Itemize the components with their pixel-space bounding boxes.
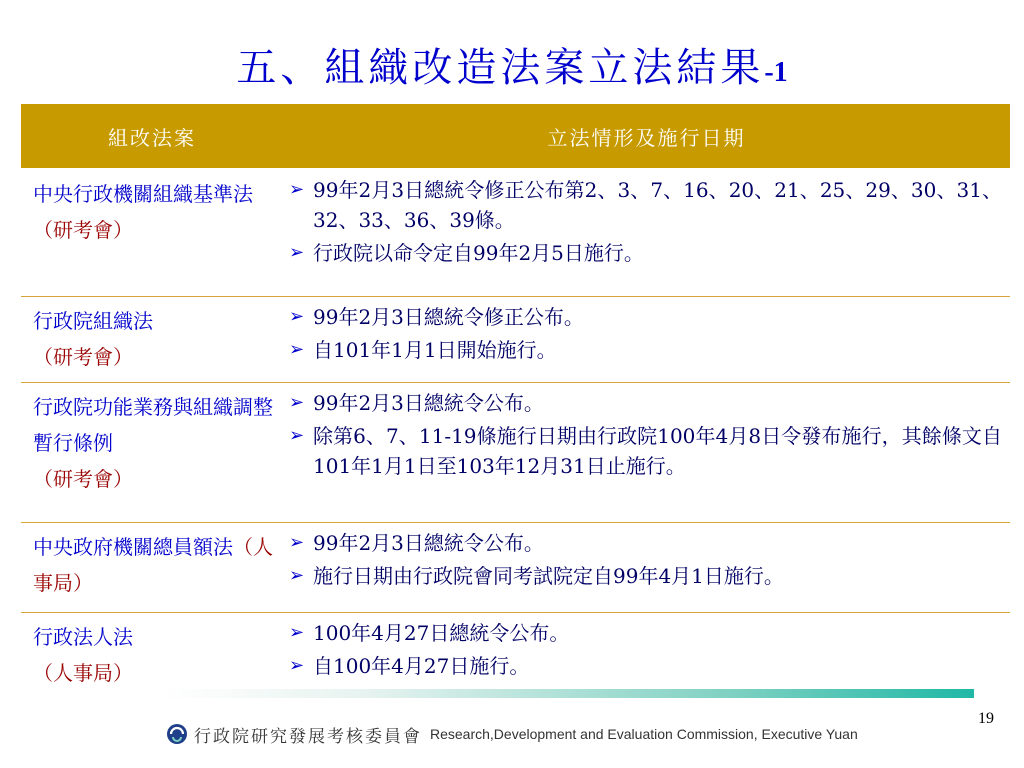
header-law: 組改法案 <box>21 104 283 169</box>
list-item-text: 除第6、7、11-19條施行日期由行政院100年4月8日令發布施行，其餘條文自101年1月1日至103年12月31日止施行。 <box>313 423 1002 478</box>
law-name: 中央行政機關組織基準法 <box>33 182 253 206</box>
list-item <box>287 421 1002 481</box>
list-item-text: 行政院以命令定自99年2月5日施行。 <box>313 241 644 265</box>
law-cell <box>21 382 283 522</box>
slide-title-text: 五、組織改造法案立法結果 <box>236 45 765 91</box>
arrow-bullet-icon: ➢ <box>289 621 305 643</box>
table-header-row <box>21 104 1010 169</box>
reform-law-table <box>21 104 1010 697</box>
list-item-text: 自100年4月27日施行。 <box>313 653 530 678</box>
law-name: 中央政府機關總員額法 <box>33 534 233 559</box>
status-cell <box>283 522 1010 612</box>
status-cell <box>283 169 1010 296</box>
table-row <box>21 382 1010 522</box>
law-cell <box>21 612 283 697</box>
law-name: 行政法人法 <box>33 624 133 649</box>
list-item <box>287 335 1002 365</box>
page-number: 19 <box>978 710 994 727</box>
org-name-zh: 行政院研究發展考核委員會 <box>194 726 422 747</box>
slide-title-suffix: -1 <box>764 57 788 88</box>
status-cell <box>283 382 1010 522</box>
list-item <box>287 388 1002 418</box>
arrow-bullet-icon: ➢ <box>289 305 305 327</box>
arrow-bullet-icon: ➢ <box>289 654 305 676</box>
arrow-bullet-icon: ➢ <box>289 179 305 200</box>
agency-label: （人事局） <box>33 660 133 685</box>
list-item <box>287 238 1002 268</box>
list-item <box>287 618 1002 648</box>
status-cell <box>283 296 1010 382</box>
arrow-bullet-icon: ➢ <box>289 424 305 446</box>
list-item-text: 99年2月3日總統令公布。 <box>313 530 544 555</box>
list-item-text: 99年2月3日總統令修正公布。 <box>313 304 584 329</box>
rdec-logo-icon <box>166 723 188 745</box>
table-row <box>21 169 1010 296</box>
list-item-text: 100年4月27日總統令公布。 <box>313 620 570 645</box>
org-name-en: Research,Development and Evaluation Commission, Executive Yuan <box>430 726 858 742</box>
law-name: 行政院組織法 <box>33 308 153 333</box>
table-row <box>21 296 1010 382</box>
list-item-text: 施行日期由行政院會同考試院定自99年4月1日施行。 <box>313 563 784 588</box>
list-item <box>287 561 1002 591</box>
list-item-text: 99年2月3日總統令公布。 <box>313 390 544 415</box>
law-cell <box>21 522 283 612</box>
list-item-text: 自101年1月1日開始施行。 <box>313 337 557 362</box>
arrow-bullet-icon: ➢ <box>289 531 305 553</box>
law-cell <box>21 296 283 382</box>
list-item-text: 99年2月3日總統令修正公布第2、3、7、16、20、21、25、29、30、31、32、33、36、39條。 <box>313 178 1002 232</box>
footer <box>166 722 858 746</box>
table-row <box>21 522 1010 612</box>
arrow-bullet-icon: ➢ <box>289 242 305 263</box>
list-item <box>287 528 1002 558</box>
arrow-bullet-icon: ➢ <box>289 564 305 586</box>
table-row <box>21 612 1010 697</box>
arrow-bullet-icon: ➢ <box>289 391 305 413</box>
agency-label: （研考會） <box>33 466 133 491</box>
list-item <box>287 651 1002 681</box>
arrow-bullet-icon: ➢ <box>289 338 305 360</box>
footer-gradient-bar <box>162 689 974 698</box>
agency-label: （人事局） <box>33 534 273 595</box>
status-cell <box>283 612 1010 697</box>
law-name: 行政院功能業務與組織調整暫行條例 <box>33 394 273 455</box>
agency-label: （研考會） <box>33 344 133 369</box>
agency-label: （研考會） <box>33 218 133 242</box>
law-cell <box>21 169 283 296</box>
list-item <box>287 175 1002 235</box>
list-item <box>287 302 1002 332</box>
header-status: 立法情形及施行日期 <box>283 104 1010 169</box>
slide-title <box>0 36 1024 93</box>
